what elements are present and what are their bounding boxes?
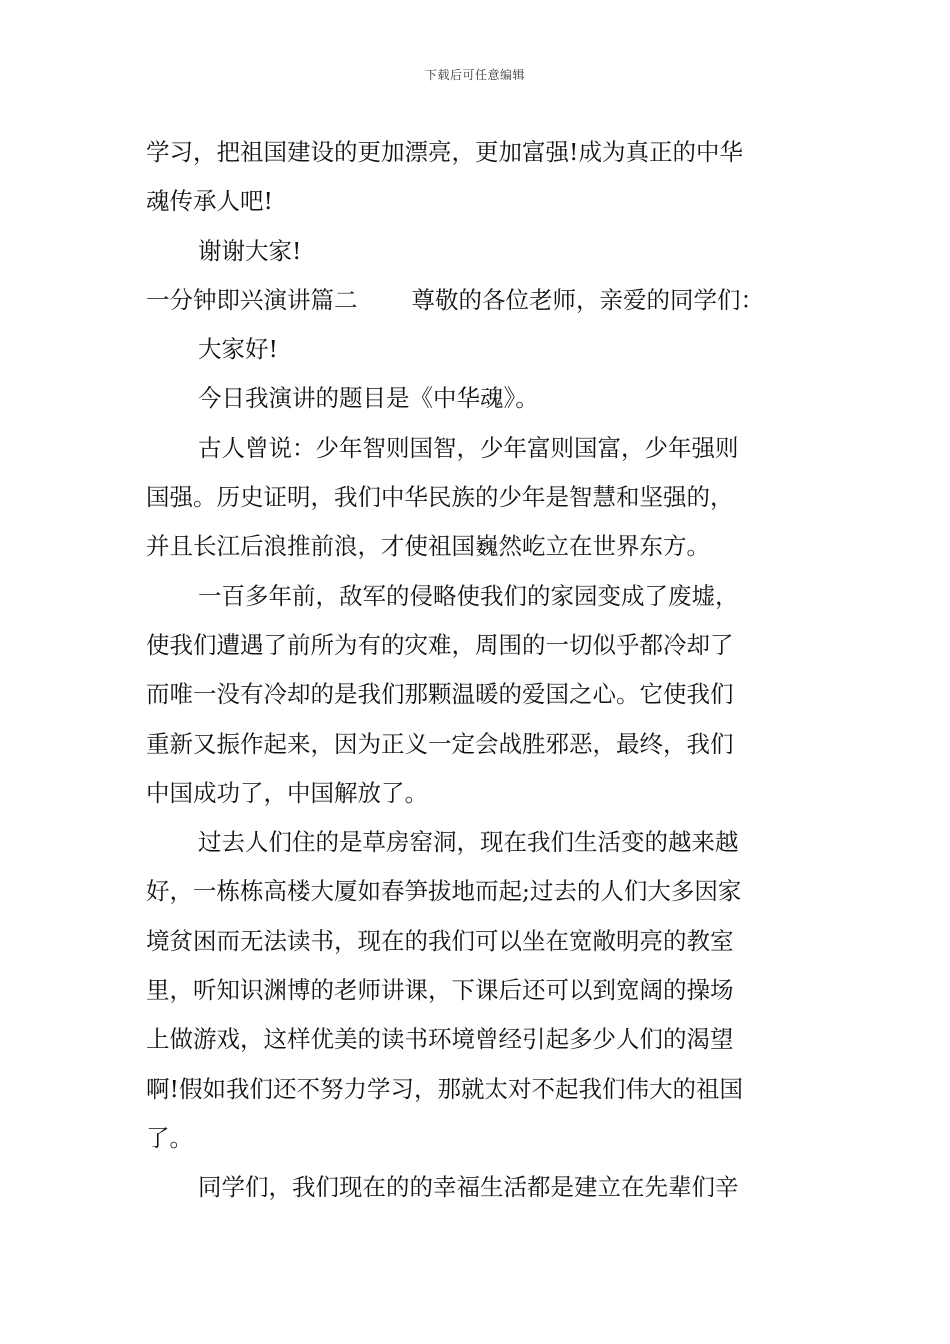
text-line: 学习，把祖国建设的更加漂亮，更加富强!成为真正的中华 [146, 138, 743, 166]
text-line: 使我们遭遇了前所为有的灾难，周围的一切似乎都冷却了 [146, 630, 734, 659]
text-line: 上做游戏，这样优美的读书环境曾经引起多少人们的渴望 [146, 1025, 734, 1054]
text-line: 中国成功了，中国解放了。 [146, 778, 428, 807]
text-line: 同学们，我们现在的的幸福生活都是建立在先辈们辛 [198, 1173, 739, 1202]
text-line: 好，一栋栋高楼大厦如春笋拔地而起;过去的人们大多因家 [146, 877, 742, 906]
text-line: 里，听知识渊博的老师讲课，下课后还可以到宽阔的操场 [146, 976, 734, 1005]
page-header-note: 下载后可任意编辑 [424, 68, 525, 82]
text-line: 而唯一没有冷却的是我们那颗温暖的爱国之心。它使我们 [146, 680, 734, 709]
salutation: 尊敬的各位老师，亲爱的同学们： [411, 285, 764, 314]
text-line: 国强。历史证明，我们中华民族的少年是智慧和坚强的， [146, 483, 734, 512]
text-line: 过去人们住的是草房窑洞，现在我们生活变的越来越 [198, 828, 739, 857]
text-line: 今日我演讲的题目是《中华魂》。 [198, 384, 539, 413]
text-line: 了。 [146, 1123, 193, 1152]
text-line: 一百多年前，敌军的侵略使我们的家园变成了废墟， [198, 581, 739, 610]
section-heading-line [146, 276, 812, 325]
text-line: 重新又振作起来，因为正义一定会战胜邪恶，最终，我们 [146, 729, 734, 758]
text-line: 古人曾说：少年智则国智，少年富则国富，少年强则 [198, 433, 739, 462]
text-line: 大家好! [198, 335, 278, 364]
section-title: 一分钟即兴演讲篇二 [146, 285, 358, 314]
text-line: 境贫困而无法读书，现在的我们可以坐在宽敞明亮的教室 [146, 926, 734, 955]
text-line: 魂传承人吧! [146, 187, 273, 216]
text-line: 谢谢大家! [198, 236, 302, 265]
text-line: 啊!假如我们还不努力学习，那就太对不起我们伟大的祖国 [146, 1074, 743, 1103]
text-line: 并且长江后浪推前浪，才使祖国巍然屹立在世界东方。 [146, 532, 710, 561]
document-body [146, 128, 812, 1213]
